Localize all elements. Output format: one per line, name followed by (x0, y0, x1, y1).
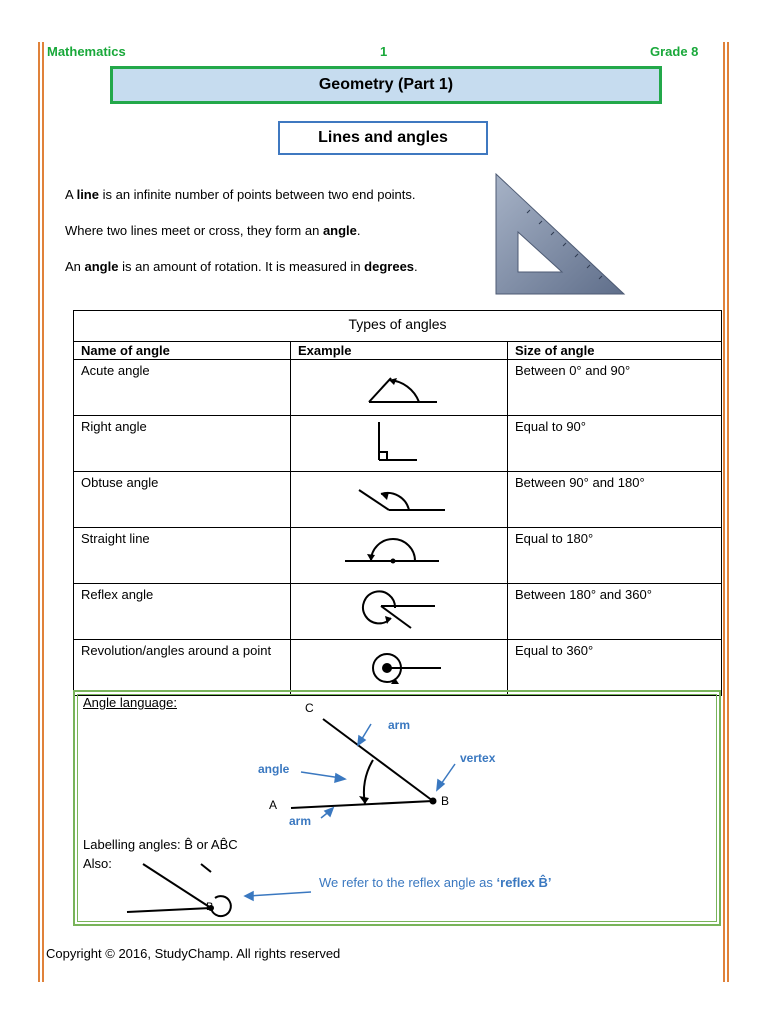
arm-label-bottom: arm (289, 814, 312, 828)
angle-size: Equal to 90° (508, 416, 722, 472)
revolution-example (291, 640, 508, 696)
angle-types-table (73, 310, 722, 696)
point-b-label: B (441, 794, 450, 808)
page-title: Geometry (Part 1) (110, 66, 662, 104)
reflex-note (319, 875, 551, 890)
intro-p1-pre: A (65, 187, 77, 202)
angle-name: Revolution/angles around a point (74, 640, 291, 696)
right-angle-example (291, 416, 508, 472)
column-header-size: Size of angle (508, 342, 722, 360)
table-row-straight (74, 528, 722, 584)
intro-p3-mid: is an amount of rotation. It is measured in (118, 259, 365, 274)
angle-name: Straight line (74, 528, 291, 584)
angle-size: Between 90° and 180° (508, 472, 722, 528)
angle-size: Between 180° and 360° (508, 584, 722, 640)
header-grade: Grade 8 (650, 44, 699, 59)
intro-line-definition (65, 187, 416, 202)
angle-name: Reflex angle (74, 584, 291, 640)
intro-p2-post: . (356, 223, 361, 238)
copyright-footer: Copyright © 2016, StudyChamp. All rights reserved (46, 946, 341, 961)
acute-angle-example (291, 360, 508, 416)
intro-p3-bold1: angle (84, 259, 119, 274)
straight-line-example (291, 528, 508, 584)
section-title: Lines and angles (278, 121, 488, 155)
reflex-note-bold: ‘reflex B̂’ (496, 875, 552, 890)
table-row-revolution (74, 640, 722, 696)
table-row-right (74, 416, 722, 472)
intro-p1-post: is an infinite number of points between two end points. (98, 187, 416, 202)
page-border-right-2 (727, 42, 729, 982)
intro-p2-bold: angle (322, 223, 357, 238)
angle-language-box (73, 690, 721, 926)
intro-p3-post: . (414, 259, 418, 274)
angle-size: Between 0° and 90° (508, 360, 722, 416)
labelling-angles-text: Labelling angles: B̂ or AB̂C (83, 837, 238, 852)
point-a-label: A (269, 798, 278, 812)
angle-language-title: Angle language: (83, 695, 177, 710)
intro-p3-bold2: degrees (364, 259, 415, 274)
angle-name: Right angle (74, 416, 291, 472)
page-border-right-1 (723, 42, 725, 982)
arm-label-top: arm (388, 718, 411, 732)
angle-size: Equal to 180° (508, 528, 722, 584)
angle-size: Equal to 360° (508, 640, 722, 696)
angle-name: Acute angle (74, 360, 291, 416)
table-row-acute (74, 360, 722, 416)
column-header-example: Example (291, 342, 508, 360)
reflex-note-pre: We refer to the reflex angle as (319, 875, 497, 890)
obtuse-angle-example (291, 472, 508, 528)
header-subject: Mathematics (47, 44, 126, 59)
intro-rotation-definition (65, 259, 418, 274)
intro-angle-definition (65, 223, 361, 238)
header-page-number: 1 (380, 44, 388, 59)
table-row-reflex (74, 584, 722, 640)
point-b-small-label: B (206, 901, 214, 913)
angle-label: angle (258, 762, 290, 776)
intro-p2-pre: Where two lines meet or cross, they form an (65, 223, 323, 238)
table-row-obtuse (74, 472, 722, 528)
point-c-label: C (305, 701, 314, 715)
page-border-left-2 (42, 42, 44, 982)
page-border-left-1 (38, 42, 40, 982)
set-square-image (490, 170, 630, 300)
reflex-angle-example (291, 584, 508, 640)
intro-p3-pre: An (65, 259, 85, 274)
column-header-name: Name of angle (74, 342, 291, 360)
vertex-label: vertex (460, 751, 496, 765)
also-text: Also: (83, 856, 112, 871)
intro-p1-bold: line (76, 187, 99, 202)
table-caption: Types of angles (74, 311, 722, 342)
angle-name: Obtuse angle (74, 472, 291, 528)
